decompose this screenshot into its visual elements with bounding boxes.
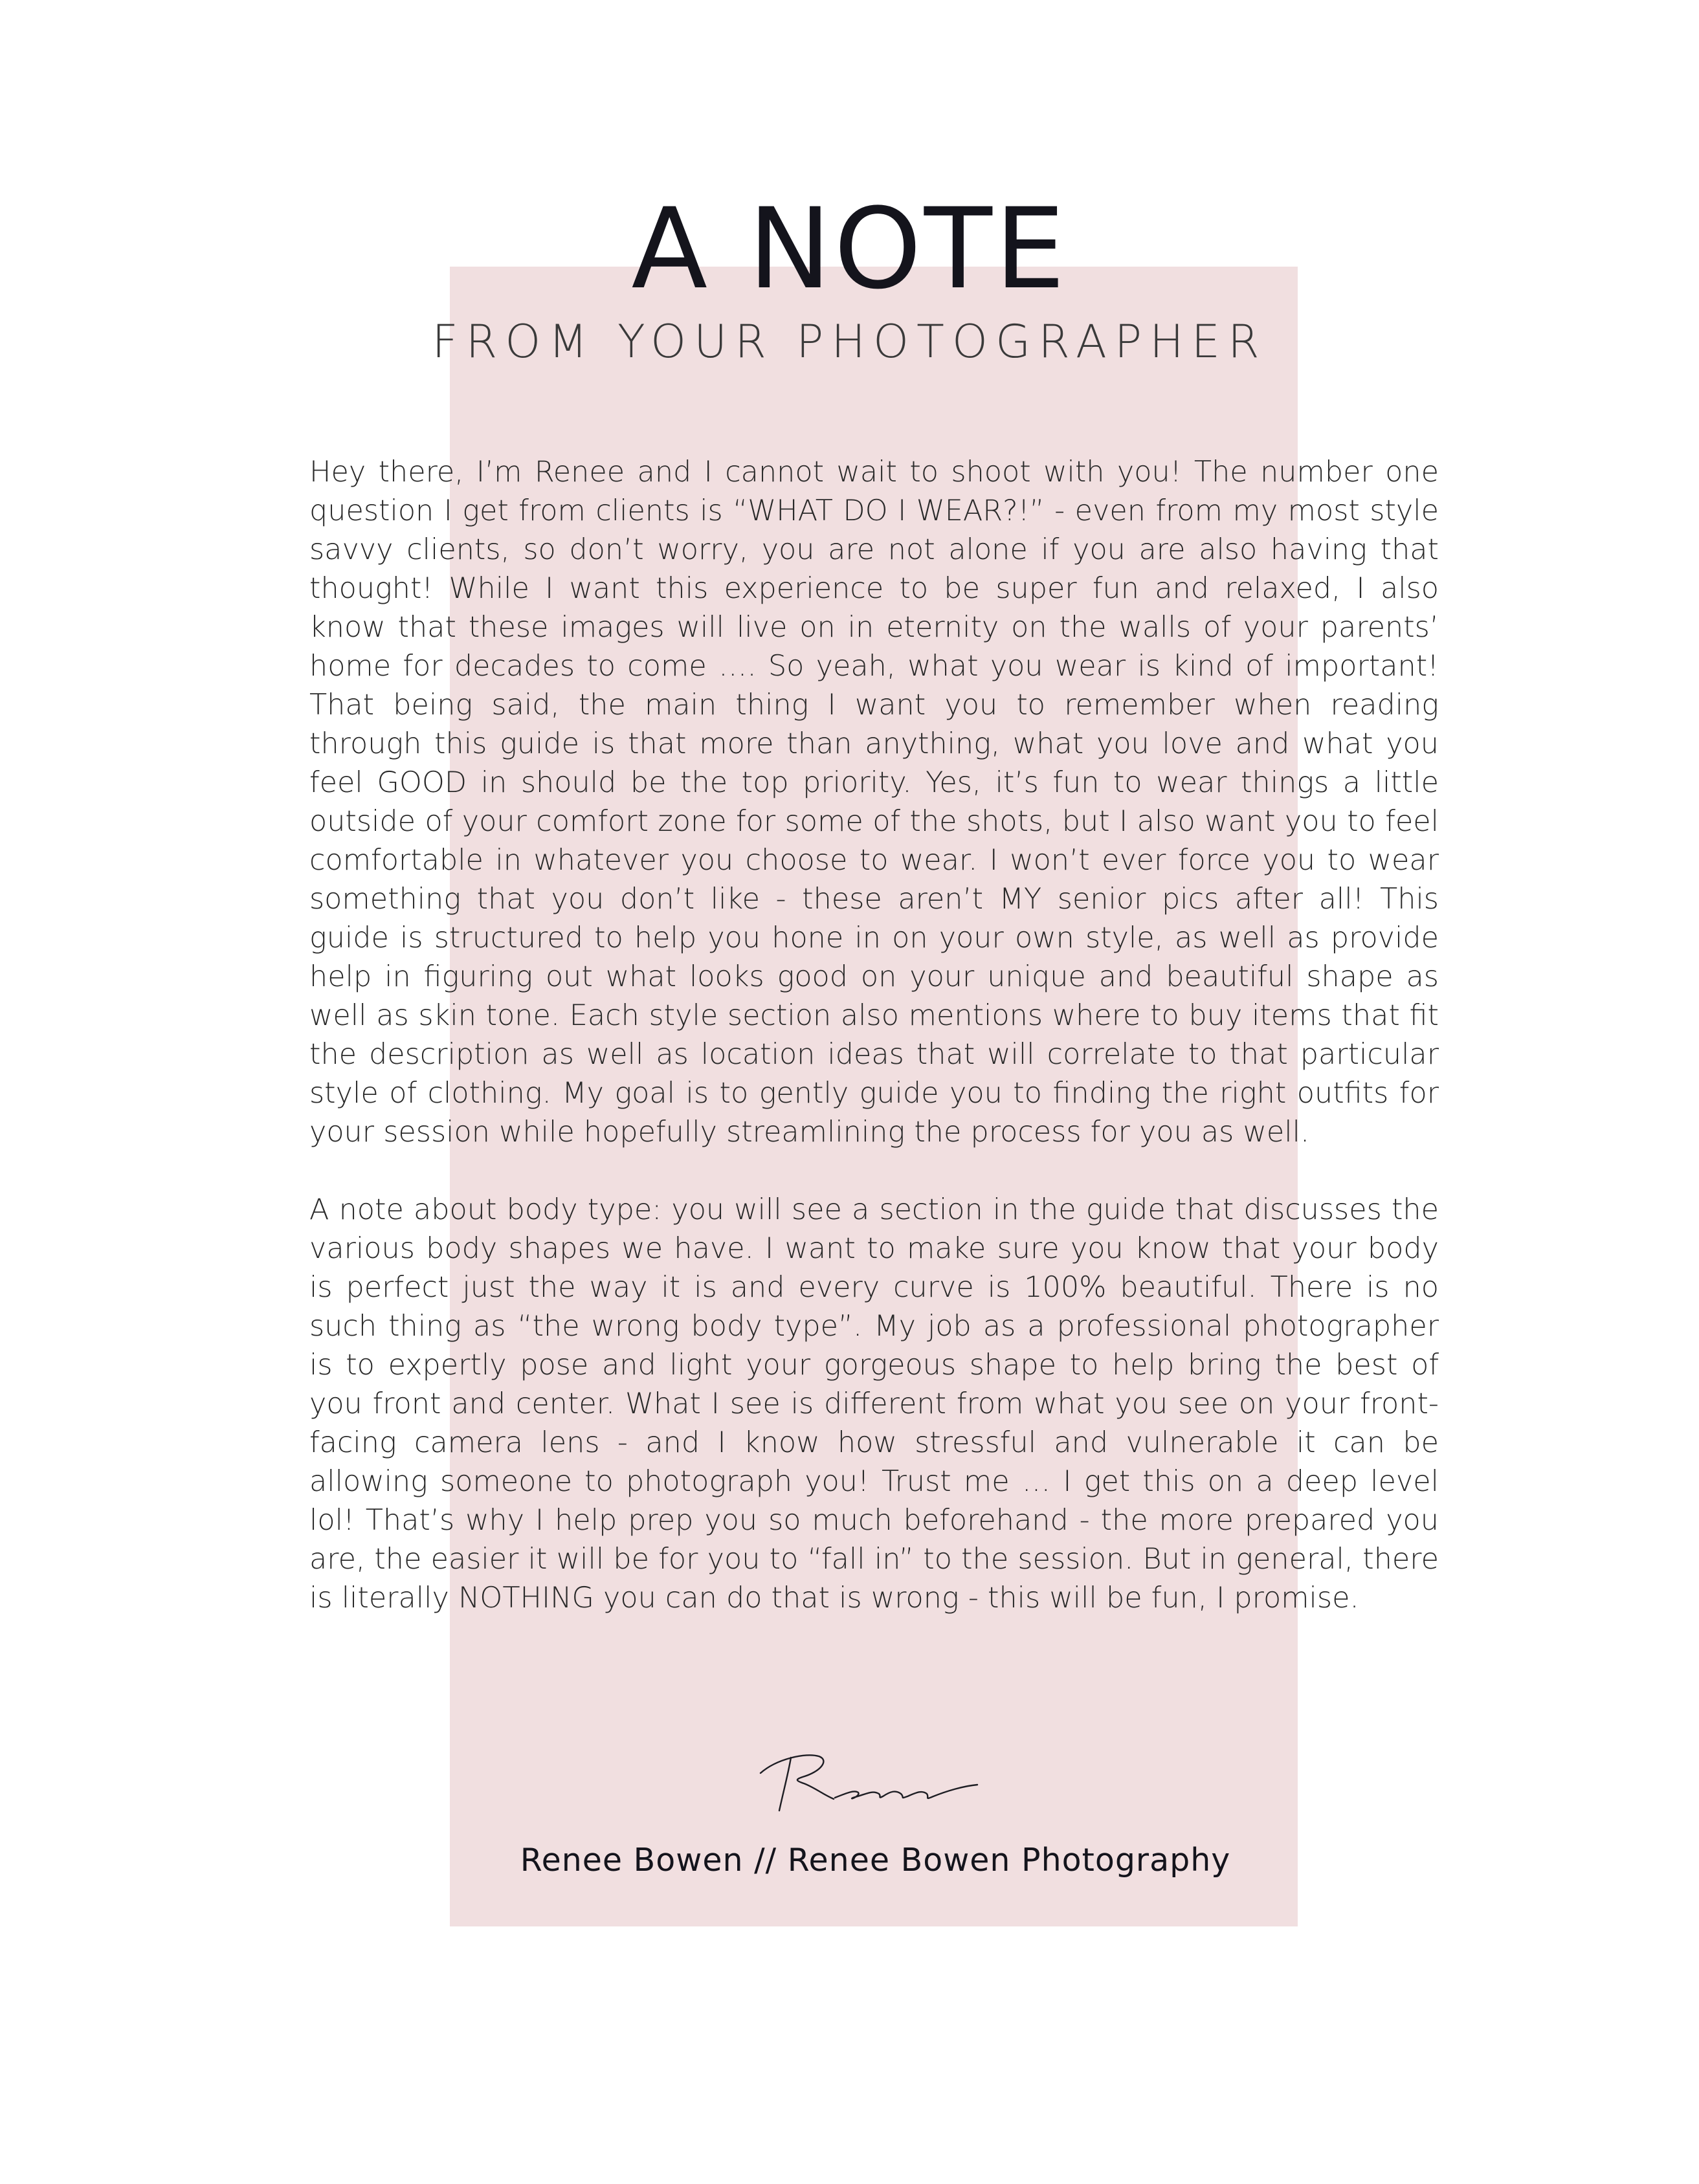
letter-paragraph-2: A note about body type: you will see a section in the guide that discusses the various body shapes we have. I want to make sure you know that your body is perfect just the way it is and every curve is 100% beautiful. There is no such thing as “the wrong body type”. My job as a professional photographer is to expertly pose and light your gorgeous shape to help bring the best of you front and center. What I see is different from what you see on your front-facing camera lens - and I know how stressful and vulnerable it can be allowing someone to photograph you! Trust me … I get this on a deep level lol! That’s why I help prep you so much beforehand - the more prepared you are, the easier it will be for you to “fall in” to the session. But in general, there is literally NOTHING you can do that is wrong - this will be fun, I promise. xyxy=(309,1193,1439,1615)
letter-body xyxy=(309,453,1439,1618)
author-byline: Renee Bowen // Renee Bowen Photography xyxy=(520,1842,1231,1879)
handwritten-signature xyxy=(757,1747,981,1818)
page-title: A NOTE xyxy=(631,184,1068,314)
letter-paragraph-1: Hey there, I’m Renee and I cannot wait to shoot with you! The number one question I get from clients is “WHAT DO I WEAR?!” - even from my most style savvy clients, so don’t worry, you are not alone if you are also having that thought! While I want this experience to be super fun and relaxed, I also know that these images will live on in eternity on the walls of your parents’ home for decades to come …. So yeah, what you wear is kind of important! That being said, the main thing I want you to remember when reading through this guide is that more than anything, what you love and what you feel GOOD in should be the top priority. Yes, it’s fun to wear things a little outside of your comfort zone for some of the shots, but I also want you to feel comfortable in whatever you choose to wear. I won’t ever force you to wear something that you don’t like - these aren’t MY senior pics after all! This guide is structured to help you hone in on your own style, as well as provide help in figuring out what looks good on your unique and beautiful shape as well as skin tone. Each style section also mentions where to buy items that fit the description as well as location ideas that will correlate to that particular style of clothing. My goal is to gently guide you to finding the right outfits for your session while hopefully streamlining the process for you as well. xyxy=(309,456,1439,1149)
page-subtitle: FROM YOUR PHOTOGRAPHER xyxy=(432,315,1267,368)
